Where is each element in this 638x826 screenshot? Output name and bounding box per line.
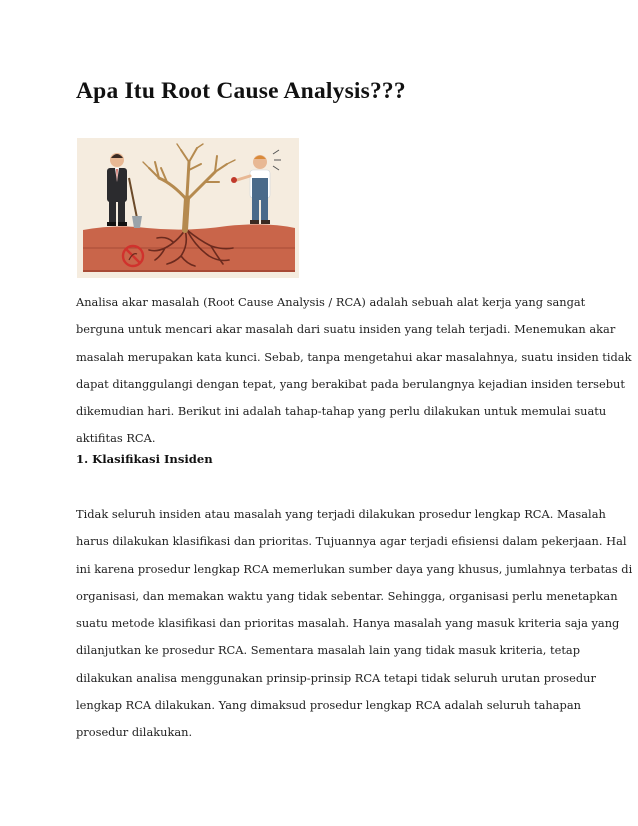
paragraph-line: organisasi, dan memakan waktu yang tidak sebentar. Sehingga, organisasi perlu menetapkan: [76, 588, 618, 603]
intro-paragraph: [76, 289, 632, 453]
paragraph-line: dapat ditanggulangi dengan tepat, yang berakibat pada berulangnya kejadian insiden tersebut: [76, 376, 625, 391]
root-cause-tree-illustration: [77, 138, 299, 278]
section-paragraph: [76, 501, 633, 747]
page-title: Apa Itu Root Cause Analysis???: [76, 78, 406, 104]
paragraph-line: lengkap RCA dilakukan. Yang dimaksud prosedur lengkap RCA adalah seluruh tahapan: [76, 698, 581, 713]
paragraph-line: berguna untuk mencari akar masalah dari suatu insiden yang telah terjadi. Menemukan akar: [76, 322, 616, 337]
paragraph-line: ini karena prosedur lengkap RCA memerlukan sumber daya yang khusus, jumlahnya terbatas di: [76, 561, 633, 576]
paragraph-line: aktifitas RCA.: [76, 431, 156, 446]
section-heading: 1. Klasifikasi Insiden: [76, 452, 213, 466]
paragraph-line: suatu metode klasifikasi dan prioritas masalah. Hanya masalah yang masuk kriteria saja yang: [76, 616, 620, 631]
paragraph-line: dilanjutkan ke prosedur RCA. Sementara masalah lain yang tidak masuk kriteria, tetap: [76, 643, 581, 658]
paragraph-line: masalah merupakan kata kunci. Sebab, tanpa mengetahui akar masalahnya, suatu insiden tidak: [76, 349, 632, 364]
paragraph-line: Analisa akar masalah (Root Cause Analysis / RCA) adalah sebuah alat kerja yang sangat: [76, 295, 586, 309]
paragraph-line: dilakukan analisa menggunakan prinsip-prinsip RCA tetapi tidak seluruh urutan prosedur: [76, 670, 596, 685]
paragraph-line: Tidak seluruh insiden atau masalah yang terjadi dilakukan prosedur lengkap RCA. Masalah: [76, 507, 606, 521]
paragraph-line: harus dilakukan klasifikasi dan prioritas. Tujuannya agar terjadi efisiensi dalam pekerjaan. Hal: [76, 534, 627, 549]
paragraph-line: dikemudian hari. Berikut ini adalah tahap-tahap yang perlu dilakukan untuk memulai suatu: [76, 404, 607, 419]
paragraph-line: prosedur dilakukan.: [76, 725, 193, 740]
